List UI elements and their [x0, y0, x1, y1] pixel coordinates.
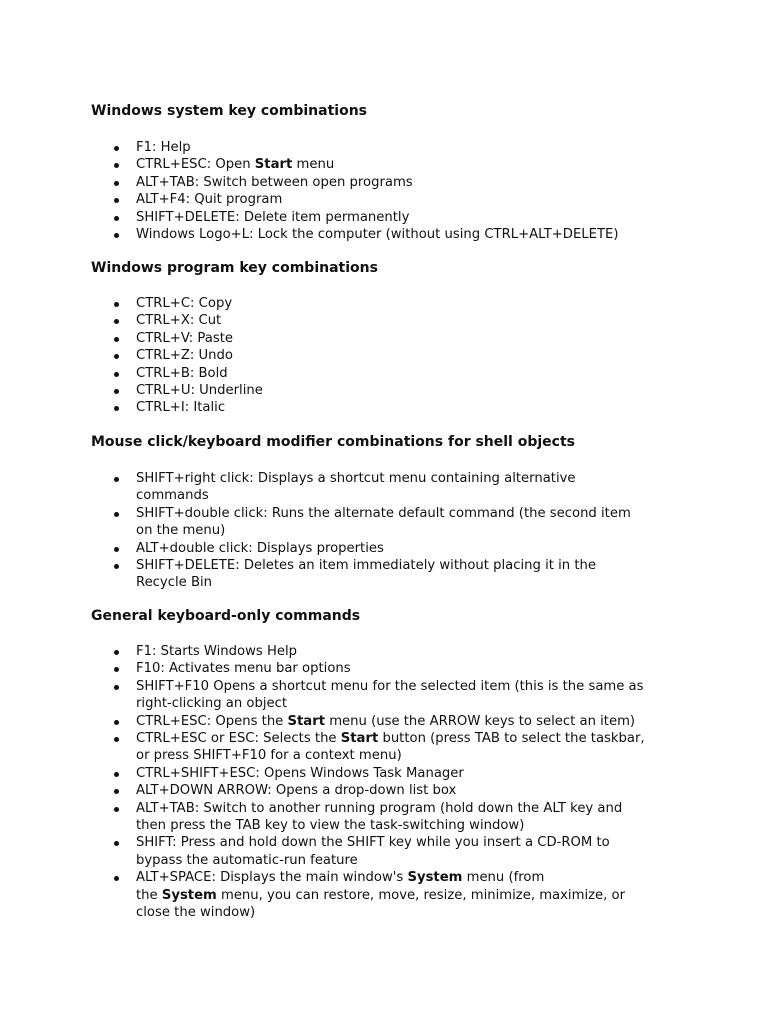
list-item: ALT+SPACE: Displays the main window's System menu (from the System menu, you can restore, move, resize, minimize, maximize, or close the window) — [91, 869, 681, 921]
list-item: ALT+DOWN ARROW: Opens a drop-down list box — [91, 782, 681, 799]
list-item: ALT+double click: Displays properties — [91, 540, 681, 557]
list-system-keys — [91, 139, 681, 243]
section-title-keyboard-only: General keyboard-only commands — [91, 608, 361, 624]
list-item: ALT+F4: Quit program — [91, 191, 681, 208]
list-item: SHIFT+DELETE: Deletes an item immediately without placing it in the Recycle Bin — [91, 557, 681, 592]
list-item: SHIFT: Press and hold down the SHIFT key while you insert a CD-ROM to bypass the automatic-run feature — [91, 834, 681, 869]
list-item: CTRL+B: Bold — [91, 365, 681, 382]
list-item: CTRL+X: Cut — [91, 312, 681, 329]
list-item: SHIFT+DELETE: Delete item permanently — [91, 209, 681, 226]
list-item: F1: Starts Windows Help — [91, 643, 681, 660]
list-item: CTRL+Z: Undo — [91, 347, 681, 364]
list-item: CTRL+ESC: Open Start menu — [91, 156, 681, 173]
list-keyboard-only — [91, 643, 681, 922]
list-item: SHIFT+right click: Displays a shortcut menu containing alternative commands — [91, 470, 681, 505]
list-item: ALT+TAB: Switch to another running program (hold down the ALT key and then press the TAB key to view the task-switching window) — [91, 800, 681, 835]
section-title-mouse-modifiers: Mouse click/keyboard modifier combinations for shell objects — [91, 434, 575, 450]
list-item: SHIFT+double click: Runs the alternate default command (the second item on the menu) — [91, 505, 681, 540]
list-item: CTRL+SHIFT+ESC: Opens Windows Task Manager — [91, 765, 681, 782]
list-item: CTRL+ESC: Opens the Start menu (use the ARROW keys to select an item) — [91, 713, 681, 730]
list-item: CTRL+ESC or ESC: Selects the Start button (press TAB to select the taskbar, or press SHIFT+F10 for a context menu) — [91, 730, 681, 765]
list-item: CTRL+V: Paste — [91, 330, 681, 347]
list-item: ALT+TAB: Switch between open programs — [91, 174, 681, 191]
section-title-system-keys: Windows system key combinations — [91, 103, 368, 119]
list-item: CTRL+U: Underline — [91, 382, 681, 399]
list-item: SHIFT+F10 Opens a shortcut menu for the selected item (this is the same as right-clicking an object — [91, 678, 681, 713]
list-item: F10: Activates menu bar options — [91, 660, 681, 677]
list-item: Windows Logo+L: Lock the computer (without using CTRL+ALT+DELETE) — [91, 226, 681, 243]
section-title-program-keys: Windows program key combinations — [91, 260, 378, 276]
list-item: CTRL+I: Italic — [91, 399, 681, 416]
list-item: CTRL+C: Copy — [91, 295, 681, 312]
list-program-keys — [91, 295, 681, 417]
list-item: F1: Help — [91, 139, 681, 156]
list-mouse-modifiers — [91, 470, 681, 592]
